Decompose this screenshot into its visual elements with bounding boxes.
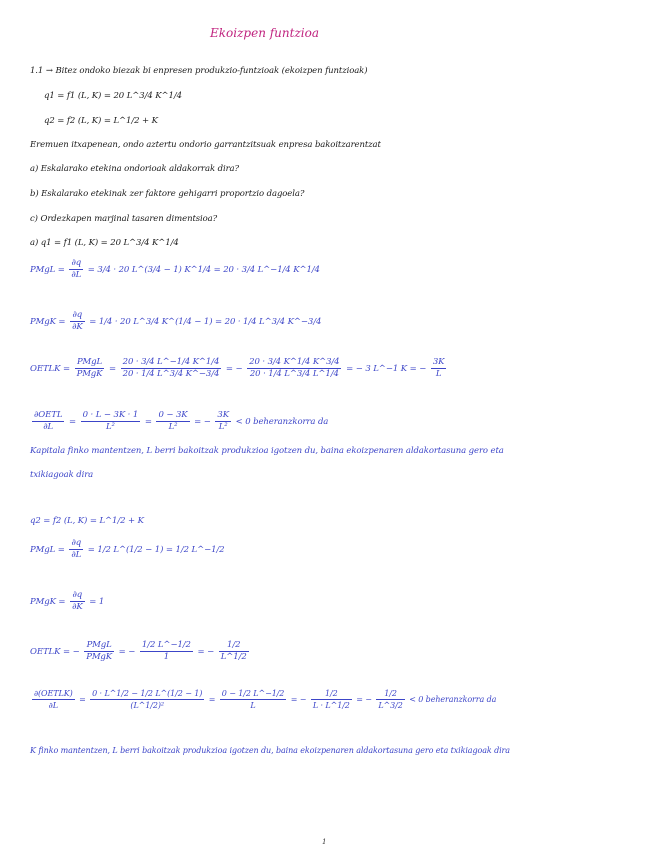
- pmgl-label: PMgL =: [30, 544, 65, 555]
- partial-fraction: $\frac{\partial q}{\partial L}$: [71, 258, 82, 280]
- pmgk-result: = 1/4 · 20 L^3/4 K^(1/4 − 1) = 20 · 1/4 L^3/4 K^−3/4: [89, 316, 322, 327]
- intro-line: 1.1 → Bitez ondoko biezak bi enpresen produkzio-funtzioak (ekoizpen funtzioak): [30, 66, 368, 76]
- derivative-equation-a: [30, 410, 328, 433]
- sign-conclusion: < 0 beheranzkorra da: [235, 416, 329, 427]
- fraction: $\frac{0 - 1/2 L\^{}-1/2}{L}$: [221, 689, 285, 710]
- fraction: $\frac{3K}{L}$: [432, 357, 445, 379]
- page-title: Ekoizpen funtzioa: [210, 26, 320, 40]
- question-c: c) Ordezkapen marjinal tasaren dimentsioa?: [30, 214, 218, 224]
- equals: =: [144, 416, 152, 427]
- oetl-equation-a: [30, 357, 448, 380]
- fraction: $\frac{\text{∂OETL}}{\partial L}$: [34, 410, 63, 432]
- page-number: 1: [322, 838, 327, 846]
- partial-fraction: $\frac{\partial q}{\partial K}$: [72, 590, 83, 612]
- oetl-label: OETLK = −: [30, 646, 80, 657]
- equals: =: [208, 695, 216, 704]
- equals: = −: [225, 363, 243, 374]
- sign-conclusion: < 0 beheranzkorra da: [409, 695, 497, 704]
- equals: = −: [356, 695, 372, 704]
- fraction: $\frac{0 - 3K}{\text{L²}}$: [158, 410, 188, 432]
- fraction: $\frac{20 \cdot 3/4 K\^{}1/4 K\^{}3/4}{20 \cdot 1/4 L\^{}3/4 L\^{}1/4}$: [249, 357, 340, 379]
- fraction: $\frac{1/2}{L\^{}1/2}$: [220, 640, 247, 662]
- pmgl-equation-a: [30, 258, 320, 281]
- partial-fraction: $\frac{\partial q}{\partial L}$: [71, 538, 82, 560]
- conclusion-a-line1: Kapitala finko mantentzen, L berri bakoitzak produkzioa igotzen du, baina ekoizpenaren aldakortasuna gero eta: [30, 446, 504, 456]
- fraction: $\frac{20 \cdot 3/4 L\^{}-1/4 K\^{}1/4}{20 \cdot 1/4 L\^{}3/4 K\^{}-3/4}$: [122, 357, 220, 379]
- equals: =: [69, 416, 77, 427]
- fraction: $\frac{0 \cdot L\^{}1/2 - 1/2 L\^{}(1/2 - 1)}{\text{(L\textasciicircum{}1/2)²}}$: [92, 689, 203, 710]
- conclusion-b: K finko mantentzen, L berri bakoitzak produkzioa igotzen du, baina ekoizpenaren aldakortasuna gero eta txikiagoak dira: [30, 746, 510, 755]
- conclusion-a-line2: txikiagoak dira: [30, 470, 94, 480]
- pmgk-equation-a: [30, 310, 321, 333]
- equals: = −: [194, 416, 211, 427]
- partial-fraction: $\frac{\partial q}{\partial K}$: [72, 310, 83, 332]
- q2-definition-b: q2 = f2 (L, K) = L^1/2 + K: [30, 516, 144, 526]
- fraction: $\frac{1/2}{L \cdot L\^{}1/2}$: [312, 689, 350, 710]
- pmgl-equation-b: [30, 538, 225, 561]
- equals: =: [79, 695, 86, 704]
- pmgl-result: = 1/2 L^(1/2 − 1) = 1/2 L^−1/2: [87, 544, 225, 555]
- equals: = −: [118, 646, 136, 657]
- part-a-definition: a) q1 = f1 (L, K) = 20 L^3/4 K^1/4: [30, 238, 179, 248]
- pmgk-equation-b: [30, 590, 104, 613]
- q2-definition: q2 = f2 (L, K) = L^1/2 + K: [44, 116, 158, 126]
- fraction: $\frac{\text{PMgL}}{\text{PMgK}}$: [76, 357, 103, 379]
- pmgk-label: PMgK =: [30, 316, 66, 327]
- equals: = −: [290, 695, 307, 704]
- instruction-line: Eremuen itxapenean, ondo aztertu ondorio garrantzitsuak enpresa bakoitzarentzat: [30, 140, 381, 150]
- q1-definition: q1 = f1 (L, K) = 20 L^3/4 K^1/4: [44, 91, 182, 101]
- fraction: $\frac{1/2}{L\^{}3/2}$: [378, 689, 403, 710]
- question-a: a) Eskalarako etekina ondorioak aldakorrak dira?: [30, 164, 239, 174]
- oetl-equation-b: [30, 640, 251, 663]
- oetl-label: OETLK =: [30, 363, 70, 374]
- pmgl-result: = 3/4 · 20 L^(3/4 − 1) K^1/4 = 20 · 3/4 L^−1/4 K^1/4: [87, 264, 320, 275]
- question-b: b) Eskalarako etekinak zer faktore gehigarri proportzio dagoela?: [30, 189, 305, 199]
- pmgl-label: PMgL =: [30, 264, 65, 275]
- equals: = −: [197, 646, 215, 657]
- fraction: $\frac{1/2 L\^{}-1/2}{1}$: [141, 640, 191, 662]
- fraction: $\frac{\text{∂(OETLK)}}{\partial L}$: [34, 689, 73, 710]
- fraction: $\frac{0 \cdot L - 3K \cdot 1}{\text{L²}}$: [82, 410, 139, 432]
- pmgk-result: = 1: [89, 596, 105, 607]
- oetl-result: = − 3 L^−1 K = −: [346, 363, 427, 374]
- pmgk-label: PMgK =: [30, 596, 66, 607]
- derivative-equation-b: [30, 688, 496, 711]
- equals: =: [109, 363, 117, 374]
- fraction: $\frac{\text{PMgL}}{\text{PMgK}}$: [86, 640, 113, 662]
- fraction: $\frac{3K}{\text{L²}}$: [217, 410, 229, 432]
